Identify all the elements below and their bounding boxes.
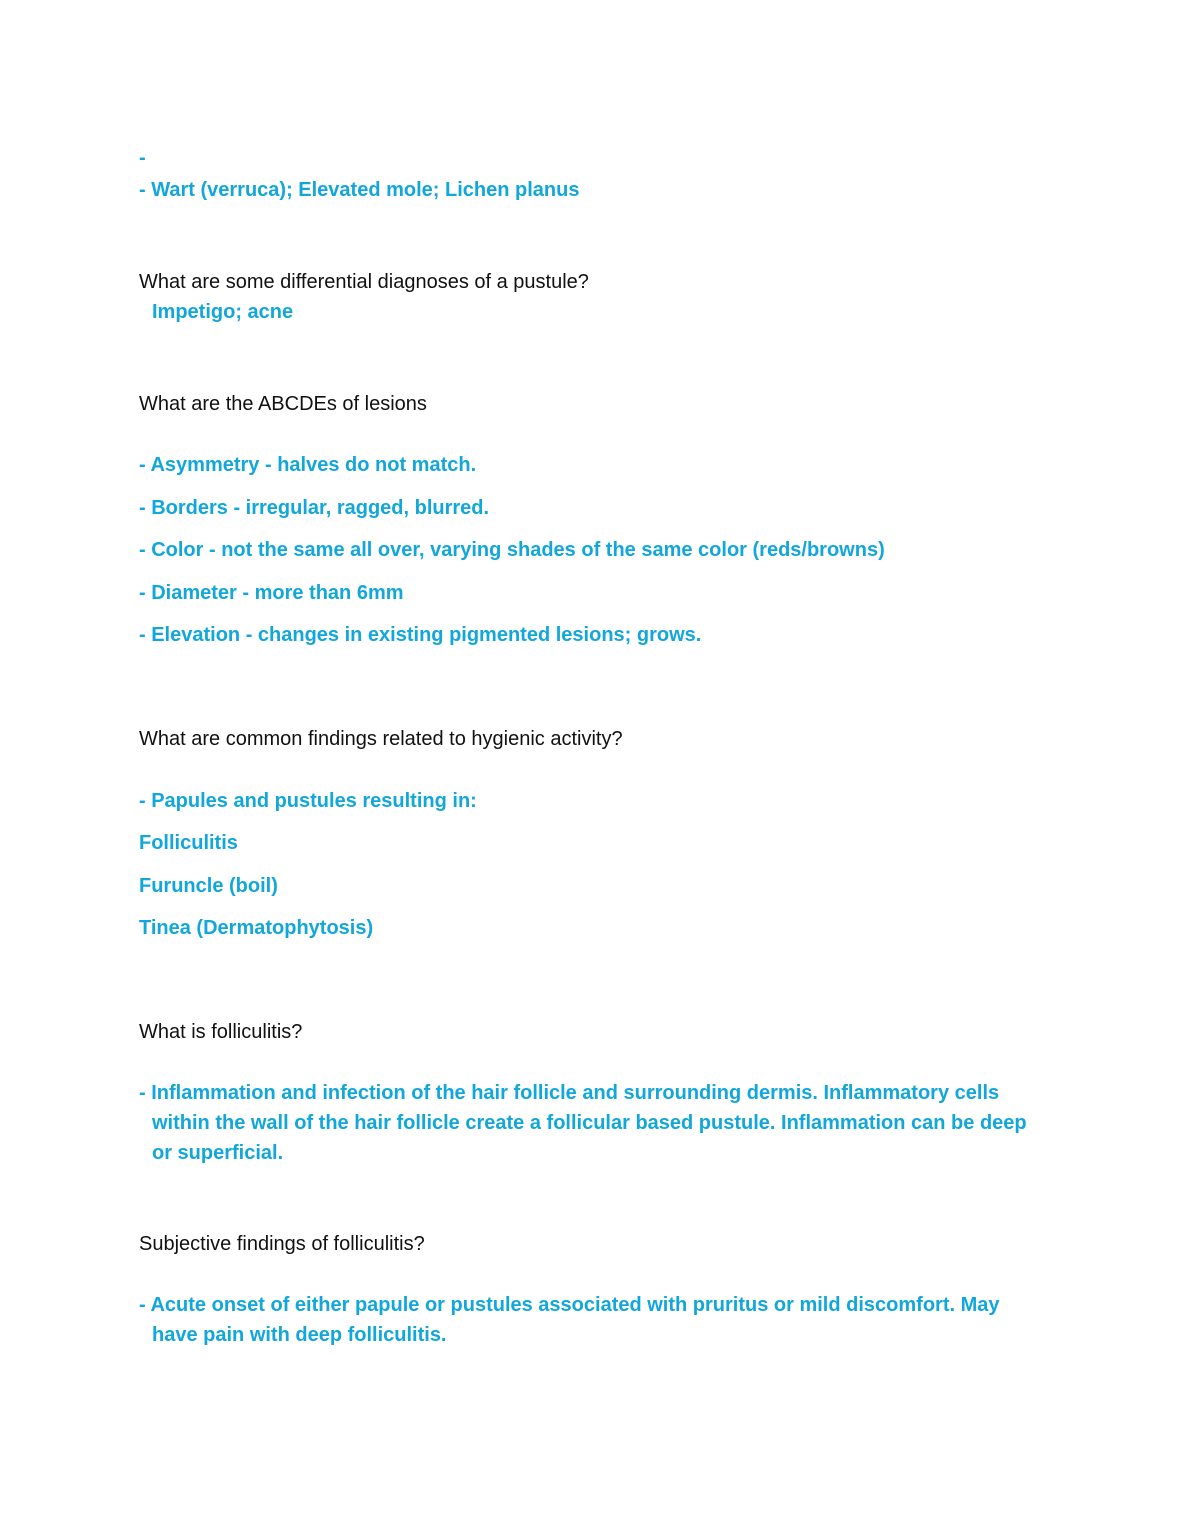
abcde-item-color: - Color - not the same all over, varying shades of the same color (reds/browns) [139,539,885,561]
pustule-question: What are some differential diagnoses of a pustule? [139,271,589,293]
folliculitis-question: What is folliculitis? [139,1021,303,1043]
hygienic-item-furuncle: Furuncle (boil) [139,875,278,897]
hygienic-intro: - Papules and pustules resulting in: [139,790,477,812]
hygienic-item-tinea: Tinea (Dermatophytosis) [139,917,374,939]
abcde-item-diameter: - Diameter - more than 6mm [139,582,404,604]
abcde-question: What are the ABCDEs of lesions [139,393,427,415]
intro-dash: - [139,147,146,169]
subjective-question: Subjective findings of folliculitis? [139,1233,425,1255]
abcde-item-elevation: - Elevation - changes in existing pigmented lesions; grows. [139,624,702,646]
subjective-answer: - Acute onset of either papule or pustules associated with pruritus or mild discomfort. May have pain with deep folliculitis. [139,1294,1000,1346]
hygienic-question: What are common findings related to hygienic activity? [139,728,623,750]
hygienic-item-folliculitis: Folliculitis [139,832,238,854]
pustule-answer: Impetigo; acne [152,301,294,323]
intro-answer: - Wart (verruca); Elevated mole; Lichen planus [139,179,580,201]
abcde-item-asymmetry: - Asymmetry - halves do not match. [139,454,477,476]
abcde-item-borders: - Borders - irregular, ragged, blurred. [139,497,490,519]
folliculitis-answer: - Inflammation and infection of the hair follicle and surrounding dermis. Inflammatory cells within the wall of the hair follicle create a follicular based pustule. Inflammation can be deep or superficial. [139,1082,1027,1164]
